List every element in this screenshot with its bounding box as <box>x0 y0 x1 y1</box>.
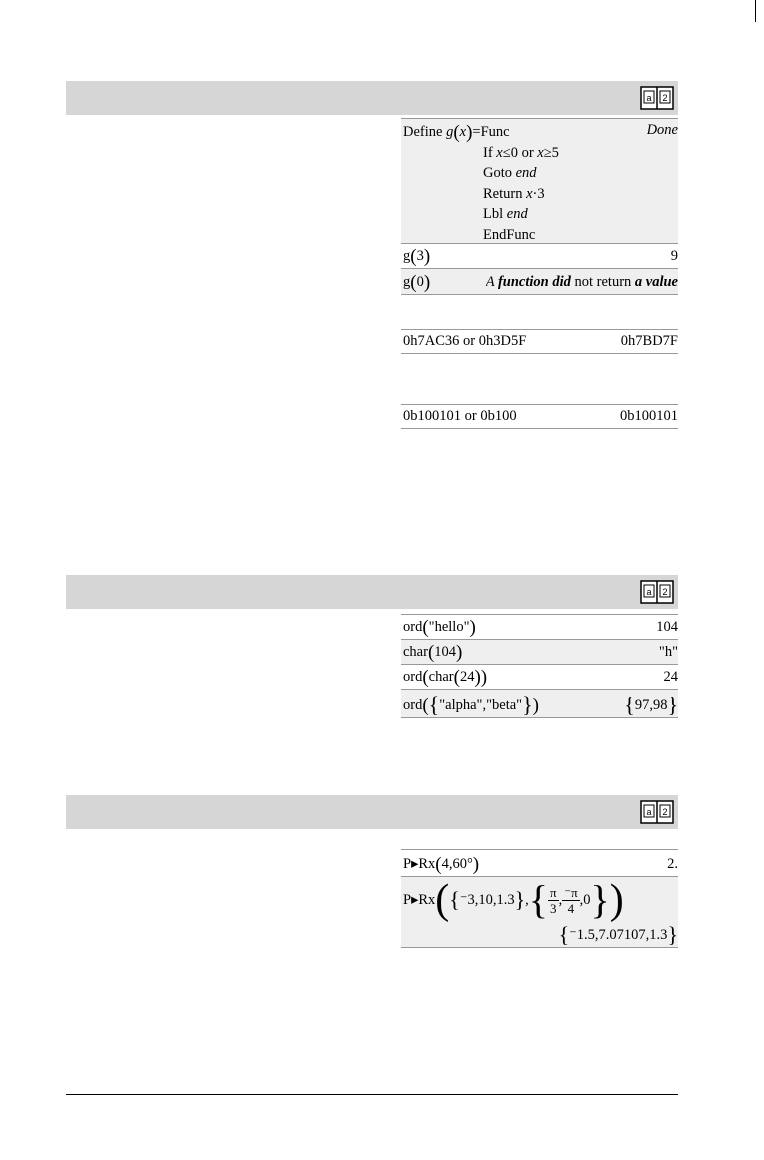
svg-text:2: 2 <box>662 807 668 817</box>
hex-or-expr: 0h7AC36 or 0h3D5F <box>403 333 527 349</box>
hex-or-row <box>401 329 678 354</box>
svg-text:a: a <box>646 93 652 103</box>
bin-or-row <box>401 404 678 429</box>
char-arg: 104 <box>434 644 457 660</box>
define-keyword: Define <box>403 124 443 140</box>
char-104-row: char(104) "h" <box>403 642 678 663</box>
bin-or-result: 0b100101 <box>620 408 678 424</box>
ord-list-result: 97,98 <box>634 697 668 713</box>
g3-arg: 3 <box>416 248 424 264</box>
ord-list-row: ord({"alpha","beta"}) {97,98} <box>403 692 678 717</box>
function-arg: x <box>459 124 467 140</box>
catalog-book-icon <box>640 86 674 110</box>
code-line-lbl: Lbl end <box>483 206 528 222</box>
section-header-bar-1 <box>66 81 678 115</box>
prx-fn-1: P▸Rx <box>403 856 436 872</box>
prx-result-1: 2. <box>667 856 678 872</box>
fraction-neg-pi-4: $\frac{^-\pi}{4}$ <box>564 885 578 916</box>
svg-text:a: a <box>646 807 652 817</box>
prx-row-2: P▸Rx({⁻3,10,1.3},{ $\frac{\pi}{3}$ , $\frac{^-\pi}{4}$ ,0}) {⁻1.5,7.07107,1.3} <box>403 876 678 947</box>
prx-list-1: ⁻3,10,1.3 <box>459 891 515 908</box>
g0-result: A function did not return a value <box>485 274 678 290</box>
prx-result-2: ⁻1.5,7.07107,1.3 <box>569 927 668 943</box>
code-line-goto: Goto end <box>483 165 537 181</box>
svg-text:2: 2 <box>662 93 668 103</box>
ord-char-row: ord(char(24)) 24 <box>403 667 678 688</box>
code-line-func: Func <box>480 124 510 140</box>
define-result: Done <box>646 122 678 138</box>
g0-row: g(0) A function did not return a value <box>401 269 678 295</box>
ord-hello-arg: "hello" <box>428 619 470 635</box>
define-row: Define g(x)=Func If x≤0 or x≥5 Goto end Return x·3 Lbl end EndFunc Done <box>401 118 678 244</box>
section-header-bar-3 <box>66 795 678 829</box>
prx-fn-2: P▸Rx <box>403 891 436 908</box>
svg-text:2: 2 <box>662 587 668 597</box>
g0-fn: g <box>403 274 411 290</box>
bin-or-expr: 0b100101 or 0b100 <box>403 408 517 424</box>
example-panel-3 <box>401 849 678 948</box>
example-panel-bin <box>401 404 678 429</box>
g0-arg: 0 <box>416 274 424 290</box>
catalog-book-icon <box>640 800 674 824</box>
prx-row-1: P▸Rx(4,60°) 2. <box>401 849 678 877</box>
function-name: g <box>446 124 454 140</box>
footer-rule <box>66 1094 678 1095</box>
equals-sign: = <box>472 124 481 140</box>
hex-or-result: 0h7BD7F <box>620 333 678 349</box>
fraction-pi-3: $\frac{\pi}{3}$ <box>550 885 557 916</box>
crop-mark <box>755 0 756 22</box>
char-result: "h" <box>658 644 678 660</box>
ord-hello-result: 104 <box>656 619 678 635</box>
ord-hello-row: ord("hello") 104 <box>401 614 678 640</box>
prx-args-1: 4,60° <box>441 856 473 872</box>
section-header-bar-2 <box>66 575 678 609</box>
code-line-return: Return x·3 <box>483 185 545 202</box>
code-line-endfunc: EndFunc <box>483 226 536 243</box>
g3-fn: g <box>403 248 411 264</box>
ord-list-arg: "alpha","beta" <box>439 697 523 713</box>
catalog-book-icon <box>640 580 674 604</box>
ord-char-arg: 24 <box>459 669 475 685</box>
g3-result: 9 <box>670 248 678 264</box>
ord-char-result: 24 <box>663 669 678 685</box>
svg-text:a: a <box>646 587 652 597</box>
example-panel-2 <box>401 614 678 718</box>
example-panel-hex <box>401 329 678 354</box>
g3-row: g(3) 9 <box>403 246 678 267</box>
code-line-if: If x≤0 or x≥5 <box>483 144 559 161</box>
example-panel-1 <box>401 118 678 295</box>
